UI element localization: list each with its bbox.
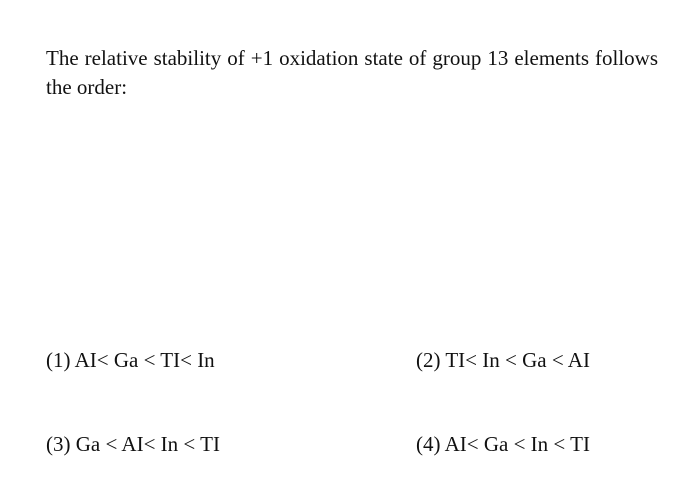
question-text: The relative stability of +1 oxidation state of group 13 elements follows the order: xyxy=(46,46,658,99)
option-4: (4) AI< Ga < In < TI xyxy=(416,432,590,456)
option-3: (3) Ga < AI< In < TI xyxy=(46,432,220,456)
option-2: (2) TI< In < Ga < AI xyxy=(416,348,590,372)
option-1: (1) AI< Ga < TI< In xyxy=(46,348,215,372)
